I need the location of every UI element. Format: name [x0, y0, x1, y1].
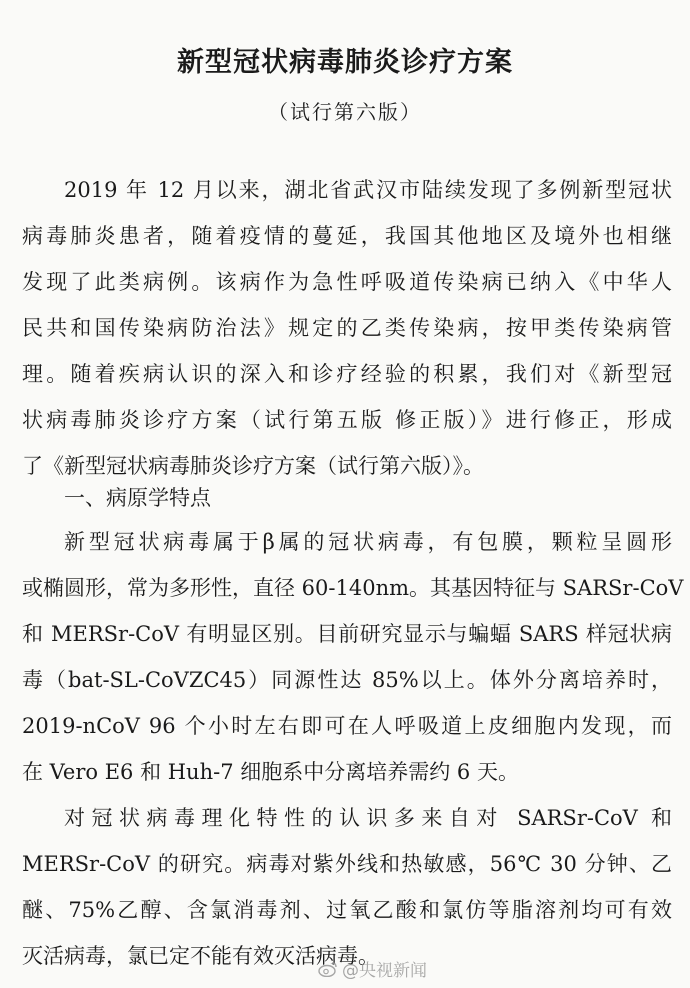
- section-heading: 一、病原学特点: [64, 486, 211, 510]
- intro-line: 民共和国传染病防治法》规定的乙类传染病，按甲类传染病管: [22, 316, 672, 340]
- weibo-icon: [318, 961, 338, 977]
- section-line: 和 MERSr-CoV 有明显区别。目前研究显示与蝙蝠 SARS 样冠状病: [22, 622, 672, 646]
- section-line: 新型冠状病毒属于β属的冠状病毒，有包膜，颗粒呈圆形: [64, 530, 672, 554]
- intro-line: 理。随着疾病认识的深入和诊疗经验的积累，我们对《新型冠: [22, 362, 672, 386]
- section-line: 灭活病毒，氯已定不能有效灭活病毒。: [22, 944, 379, 968]
- intro-line: 状病毒肺炎诊疗方案（试行第五版 修正版）》进行修正，形成: [22, 408, 672, 432]
- document-subtitle: （试行第六版）: [268, 100, 422, 124]
- intro-line: 2019 年 12 月以来，湖北省武汉市陆续发现了多例新型冠状: [64, 178, 672, 202]
- intro-line: 病毒肺炎患者，随着疫情的蔓延，我国其他地区及境外也相继: [22, 224, 672, 248]
- section-line: 毒（bat-SL-CoVZC45）同源性达 85%以上。体外分离培养时，: [22, 668, 672, 692]
- watermark: [318, 956, 427, 981]
- section-line: 2019-nCoV 96 个小时左右即可在人呼吸道上皮细胞内发现，而: [22, 714, 672, 738]
- document-title: 新型冠状病毒肺炎诊疗方案: [177, 47, 513, 78]
- section-line: 对冠状病毒理化特性的认识多来自对 SARSr-CoV 和: [64, 806, 672, 830]
- section-line: 在 Vero E6 和 Huh-7 细胞系中分离培养需约 6 天。: [22, 760, 519, 784]
- watermark-text: @央视新闻: [342, 961, 427, 981]
- section-line: 醚、75%乙醇、含氯消毒剂、过氧乙酸和氯仿等脂溶剂均可有效: [22, 898, 672, 922]
- section-line: MERSr-CoV 的研究。病毒对紫外线和热敏感，56℃ 30 分钟、乙: [22, 852, 672, 876]
- section-line: 或椭圆形，常为多形性，直径 60-140nm。其基因特征与 SARSr-CoV: [22, 576, 684, 600]
- intro-line: 发现了此类病例。该病作为急性呼吸道传染病已纳入《中华人: [22, 270, 672, 294]
- intro-line: 了《新型冠状病毒肺炎诊疗方案（试行第六版）》。: [22, 454, 484, 478]
